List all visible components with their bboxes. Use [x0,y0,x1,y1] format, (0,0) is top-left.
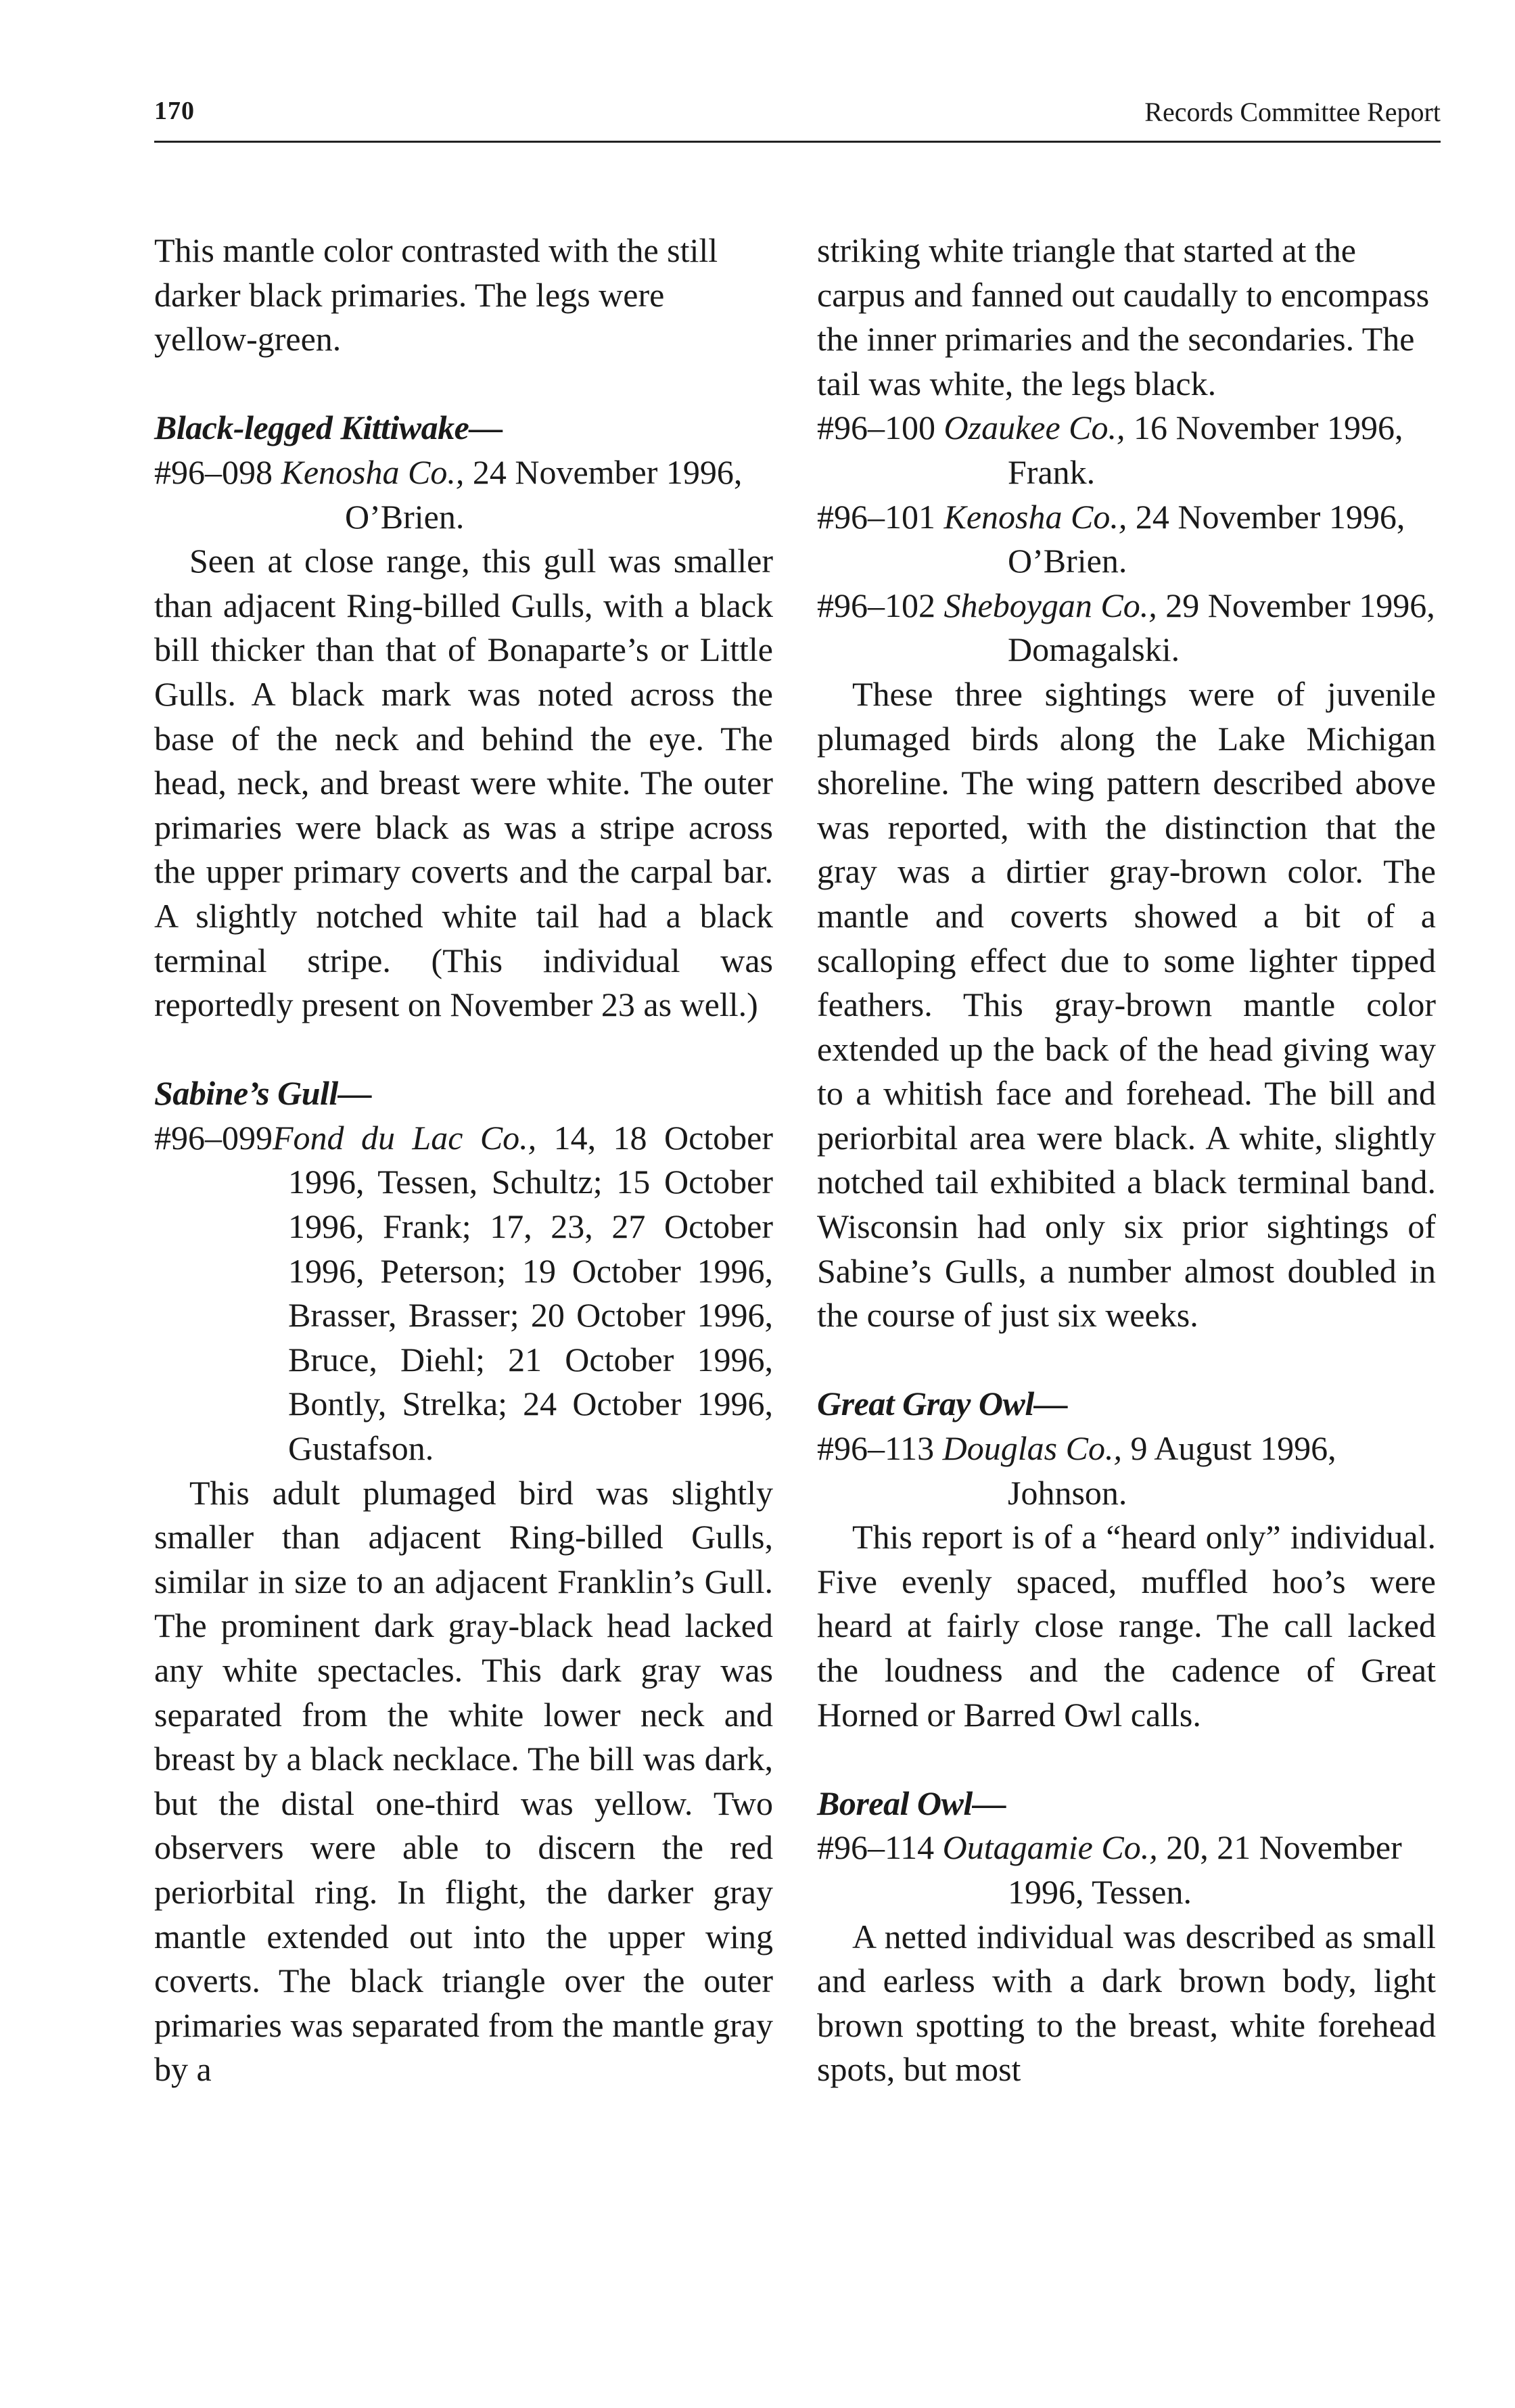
species-heading-kittiwake: Black-legged Kittiwake— [154,409,503,447]
record-details: 9 August 1996, Johnson. [1008,1429,1336,1512]
record-number: #96–099 [154,1118,273,1157]
record-entry-96-100 [817,406,1436,494]
record-county: Ozaukee Co., [943,409,1125,447]
record-entry-96-102 [817,584,1436,672]
species-heading-sabines-gull: Sabine’s Gull— [154,1074,372,1113]
record-county: Kenosha Co., [281,453,465,491]
record-entry-96-114 [817,1826,1436,1914]
record-details: 16 November 1996, Frank. [1008,409,1403,491]
record-number: #96–114 [817,1828,935,1867]
record-number: #96–098 [154,453,273,491]
record-number: #96–101 [817,497,935,536]
record-details: 24 November 1996, O’Brien. [345,453,743,536]
sabines-description-continuation: striking white triangle that started at the carpus and fanned out caudally to encompass the inner primaries and the secondaries. The tail was white, the legs black. [817,231,1430,402]
record-number: #96–102 [817,586,935,624]
juvenile-description: These three sightings were of juvenile plumaged birds along the Lake Michigan shoreline. The wing pattern described above was reported, with the distinction that the gray was a dirtier gray-brown color. The mantle and coverts showed a bit of a scalloping effect due to some lighter tipped feathers. This gray-brown mantle color extended up the back of the head giving way to a whitish face and forehead. The bill and periorbital area were black. A white, slightly notched tail exhibited a black terminal band. Wisconsin had only six prior sightings of Sabine’s Gulls, a number almost doubled in the course of just six weeks. [817,674,1436,1335]
record-county: Douglas Co., [942,1429,1122,1468]
record-entry-96-098 [154,450,773,539]
record-county: Kenosha Co., [943,497,1127,536]
record-county: Sheboygan Co., [943,586,1157,624]
record-number: #96–100 [817,409,935,447]
species-description-sabines-gull: This adult plumaged bird was slightly smaller than adjacent Ring-billed Gulls, similar in size to an adjacent Franklin’s Gull. The prominent dark gray-black head lacked any white spectacles. This dark gray was separated from the white lower neck and breast by a black necklace. The bill was dark, but the distal one-third was yellow. Two observers were able to discern the red periorbital ring. In flight, the darker gray mantle extended out into the upper wing coverts. The black triangle over the outer primaries was separated from the mantle gray by a [154,1473,773,2089]
record-entry-96-113 [817,1427,1436,1515]
record-entry-96-099 [154,1116,773,1471]
record-entry-96-101 [817,495,1436,584]
running-head: Records Committee Report [1144,97,1441,127]
record-details: 24 November 1996, O’Brien. [1008,497,1405,580]
species-description-boreal-owl: A netted individual was described as small and earless with a dark brown body, light brown spotting to the breast, white forehead spots, but most [817,1917,1436,2089]
right-column [817,229,1436,2092]
record-county: Outagamie Co., [942,1828,1158,1867]
species-description-great-gray-owl: This report is of a “heard only” individual. Five evenly spaced, muffled hoo’s were heard at fairly close range. The call lacked the loudness and the cadence of Great Horned or Barred Owl calls. [817,1518,1436,1734]
record-details: 29 November 1996, Domagalski. [1008,586,1435,669]
species-description-kittiwake: Seen at close range, this gull was smaller than adjacent Ring-billed Gulls, with a black bill thicker than that of Bonaparte’s or Little Gulls. A black mark was noted across the base of the neck and behind the eye. The head, neck, and breast were white. The outer primaries were black as was a stripe across the upper primary coverts and the carpal bar. A slightly notched white tail had a black terminal stripe. (This individual was reportedly present on November 23 as well.) [154,542,773,1024]
record-county: Fond du Lac Co., [273,1118,537,1157]
species-heading-great-gray-owl: Great Gray Owl— [817,1385,1068,1423]
left-column [154,229,773,2092]
page-number: 170 [154,97,195,125]
record-details: 20, 21 November 1996, Tessen. [1008,1828,1402,1911]
record-details: 14, 18 October 1996, Tessen, Schultz; 15 October 1996, Frank; 17, 23, 27 October 1996, Peterson; 19 October 1996, Brasser, Brasser; 20 October 1996, Bruce, Diehl; 21 October 1996, Bontly, Strelka; 24 October 1996, Gustafson. [288,1118,773,1468]
intro-continuation: This mantle color contrasted with the still darker black primaries. The legs were yellow-green. [154,231,718,358]
record-number: #96–113 [817,1429,935,1468]
species-heading-boreal-owl: Boreal Owl— [817,1784,1006,1822]
page-header [154,93,1441,143]
